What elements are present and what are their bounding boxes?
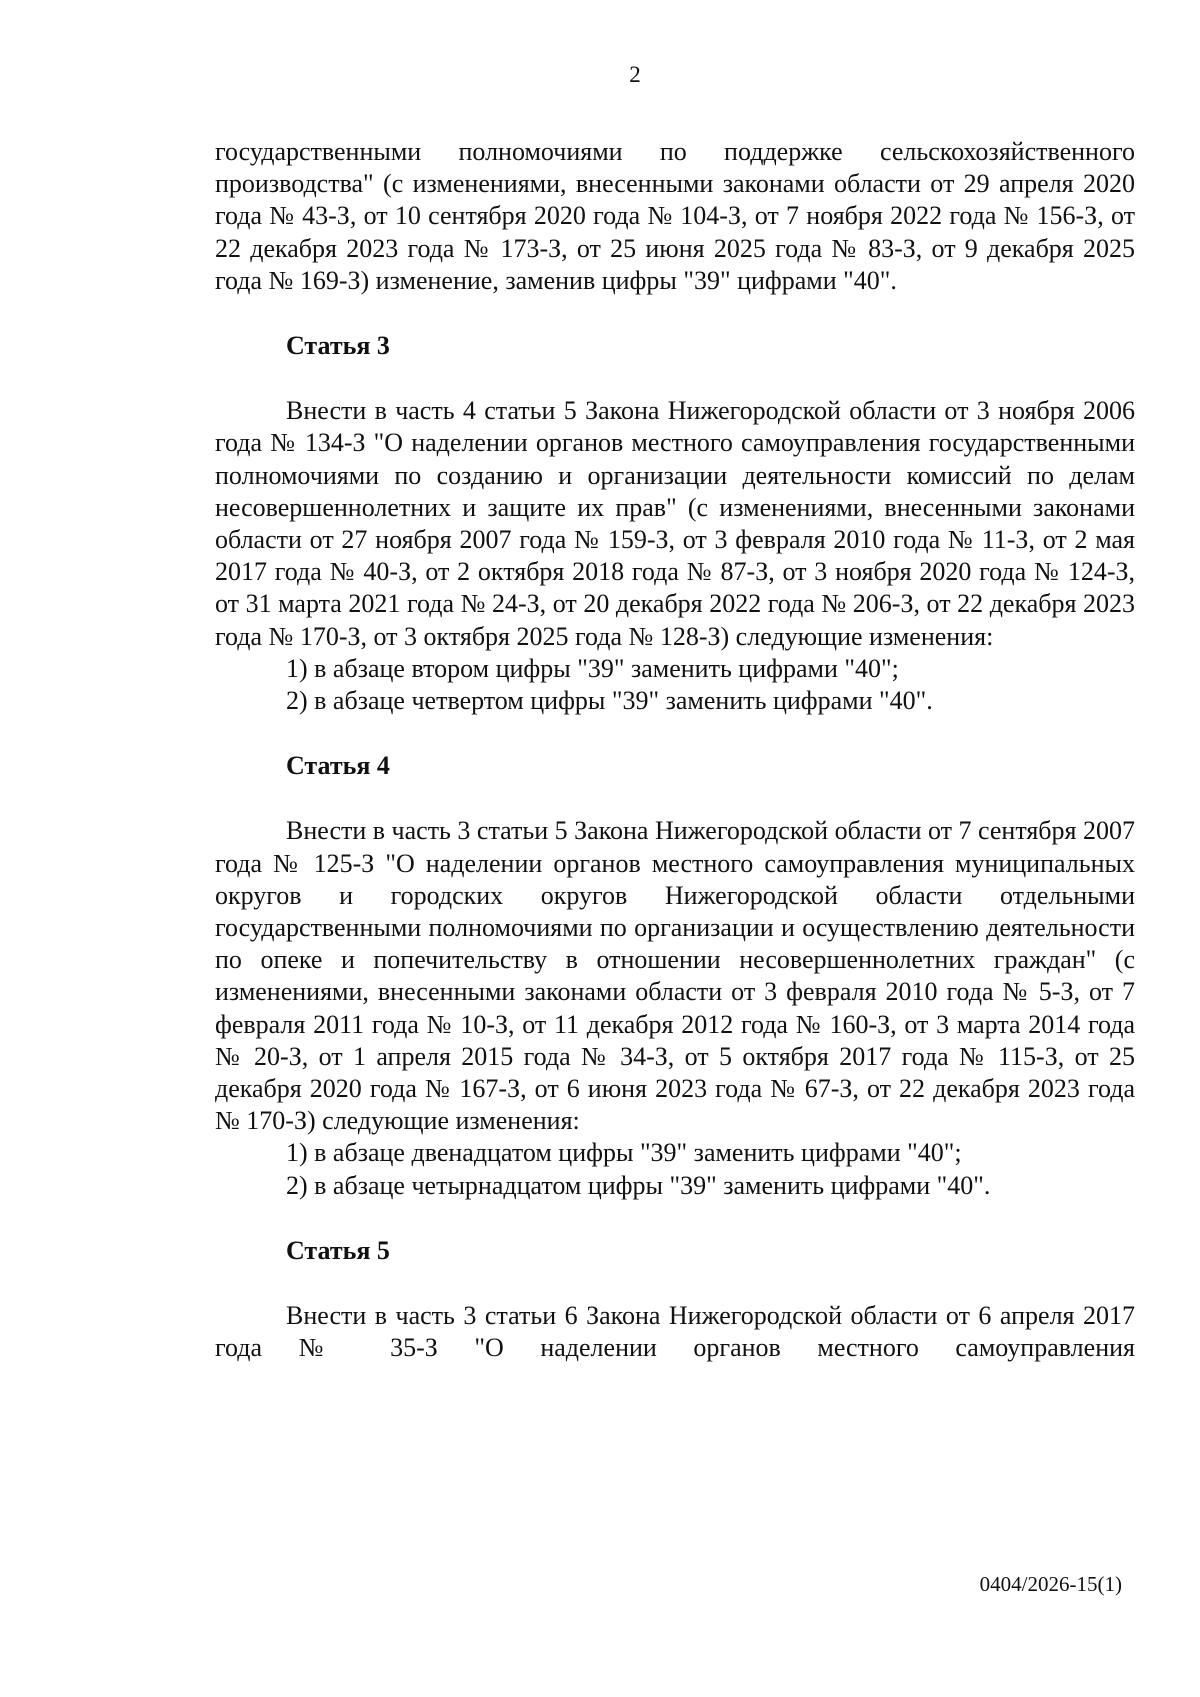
spacer	[215, 362, 1135, 395]
spacer	[215, 717, 1135, 750]
spacer	[215, 782, 1135, 815]
article-5-paragraph: Внести в часть 3 статьи 6 Закона Нижегородской области от 6 апреля 2017 года № 35-З "О наделении органов местного самоуправления	[215, 1301, 1135, 1363]
article-4-item-2: 2) в абзаце четырнадцатом цифры "39" заменить цифрами "40".	[286, 1170, 991, 1200]
article-3-item-2: 2) в абзаце четвертом цифры "39" заменить цифрами "40".	[286, 686, 933, 716]
document-code: 0404/2026-15(1)	[979, 1572, 1122, 1596]
article-5-heading: Статья 5	[286, 1235, 390, 1265]
spacer	[215, 1267, 1135, 1300]
article-3-heading: Статья 3	[286, 331, 390, 361]
article-3-item-1: 1) в абзаце втором цифры "39" заменить цифрами "40";	[286, 653, 899, 683]
article-3-paragraph: Внести в часть 4 статьи 5 Закона Нижегородской области от 3 ноября 2006 года № 134-З "О наделении органов местного самоуправления государственными полномочиями по созданию и организации деятельности комиссий по делам несовершеннолетних и защите их прав" (с изменениями, внесенными законами области от 27 ноября 2007 года № 159-З, от 3 февраля 2010 года № 11-З, от 2 мая 2017 года № 40-З, от 2 октября 2018 года № 87-З, от 3 ноября 2020 года № 124-З, от 31 марта 2021 года № 24-З, от 20 декабря 2022 года № 206-З, от 22 декабря 2023 года № 170-З, от 3 октября 2025 года № 128-З) следующие изменения:	[215, 396, 1135, 651]
article-4-item-1: 1) в абзаце двенадцатом цифры "39" заменить цифрами "40";	[286, 1138, 962, 1168]
page-number: 2	[629, 62, 641, 87]
article-4-heading: Статья 4	[286, 751, 390, 781]
spacer	[215, 1202, 1135, 1235]
intro-paragraph: государственными полномочиями по поддержке сельскохозяйственного производства" (с изменениями, внесенными законами области от 29 апреля 2020 года № 43-З, от 10 сентября 2020 года № 104-З, от 7 ноября 2022 года № 156-З, от 22 декабря 2023 года № 173-З, от 25 июня 2025 года № 83-З, от 9 декабря 2025 года № 169-З) изменение, заменив цифры "39" цифрами "40".	[215, 137, 1135, 295]
document-body	[215, 136, 1135, 1365]
article-4-paragraph: Внести в часть 3 статьи 5 Закона Нижегородской области от 7 сентября 2007 года № 125-З "О наделении органов местного самоуправления муниципальных округов и городских округов Нижегородской области отдельными государственными полномочиями по организации и осуществлению деятельности по опеке и попечительству в отношении несовершеннолетних граждан" (с изменениями, внесенными законами области от 3 февраля 2010 года № 5-З, от 7 февраля 2011 года № 10-З, от 11 декабря 2012 года № 160-З, от 3 марта 2014 года № 20-З, от 1 апреля 2015 года № 34-З, от 5 октября 2017 года № 115-З, от 25 декабря 2020 года № 167-З, от 6 июня 2023 года № 67-З, от 22 декабря 2023 года № 170-З) следующие изменения:	[215, 816, 1135, 1136]
spacer	[215, 297, 1135, 330]
